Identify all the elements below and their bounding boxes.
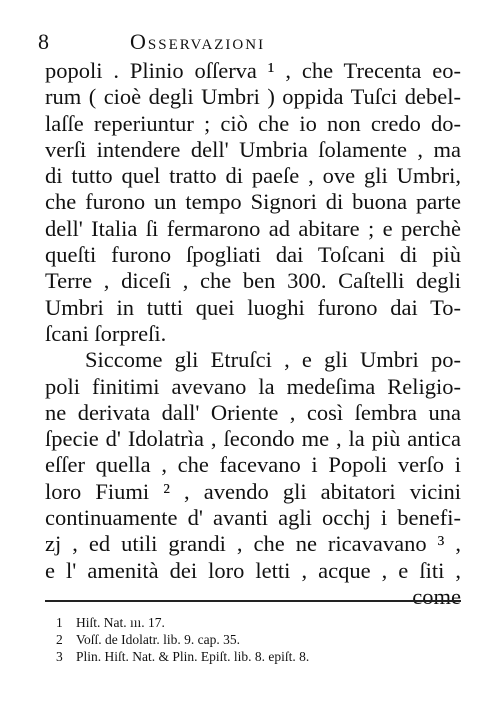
page-header <box>38 28 458 58</box>
page-number: 8 <box>38 29 49 54</box>
paragraph-start-line: Siccome gli Etruſci , e gli Umbri po- <box>85 347 461 373</box>
text-line: Umbri in tutti quei luoghi furono dai To- <box>45 294 461 320</box>
footnote-divider <box>45 600 461 602</box>
running-title: Osservazioni <box>130 29 266 54</box>
text-line: ſpecie d' Idolatrìa , ſecondo me , la più antica <box>45 426 461 452</box>
text-line: Terre , diceſi , che ben 300. Caſtelli degli <box>45 268 461 294</box>
footnotes <box>56 614 456 665</box>
text-line: verſi intendere dell' Umbria ſolamente , ma <box>45 136 461 162</box>
text-line: popoli . Plinio oſſerva ¹ , che Trecenta eo- <box>45 58 461 83</box>
footnote-text: Voſſ. de Idolatr. lib. 9. cap. 35. <box>76 632 240 647</box>
text-line: eſſer quella , che facevano i Popoli verſo i <box>45 452 461 478</box>
text-line: rum ( cioè degli Umbri ) oppida Tuſci debel- <box>45 84 461 110</box>
text-line: poli finitimi avevano la medeſima Religio- <box>45 373 461 399</box>
text-line: di tutto quel tratto di paeſe , ove gli Umbri, <box>45 163 461 189</box>
text-line: zj , ed utili grandi , che ne ricavavano ³ , <box>45 531 461 557</box>
footnote <box>56 648 456 665</box>
footnote-number: 2 <box>56 632 63 647</box>
footnote <box>56 614 456 631</box>
catchword: come <box>412 583 461 609</box>
text-line: ne derivata dall' Oriente , così ſembra una <box>45 399 461 425</box>
footnote <box>56 631 456 648</box>
text-line: che furono un tempo Signori di buona parte <box>45 189 461 215</box>
footnote-text: Plin. Hiſt. Nat. & Plin. Epiſt. lib. 8. epiſt. 8. <box>76 649 310 664</box>
text-line: loro Fiumi ² , avendo gli abitatori vicini <box>45 478 461 504</box>
text-line: dell' Italia ſi fermarono ad abitare ; e perchè <box>45 215 461 241</box>
footnote-number: 1 <box>56 615 63 630</box>
footnote-number: 3 <box>56 649 63 664</box>
main-text <box>45 58 461 610</box>
footnote-text: Hiſt. Nat. ııı. 17. <box>76 615 165 630</box>
text-line: ſcani ſorpreſi. <box>45 320 167 346</box>
text-line: queſti furono ſpogliati dai Toſcani di più <box>45 242 461 268</box>
text-line: laſſe reperiuntur ; ciò che io non credo do- <box>45 110 461 136</box>
text-line: continuamente d' avanti agli occhj i benefi- <box>45 505 461 531</box>
text-line: e l' amenità dei loro letti , acque , e ſiti , <box>45 557 461 583</box>
